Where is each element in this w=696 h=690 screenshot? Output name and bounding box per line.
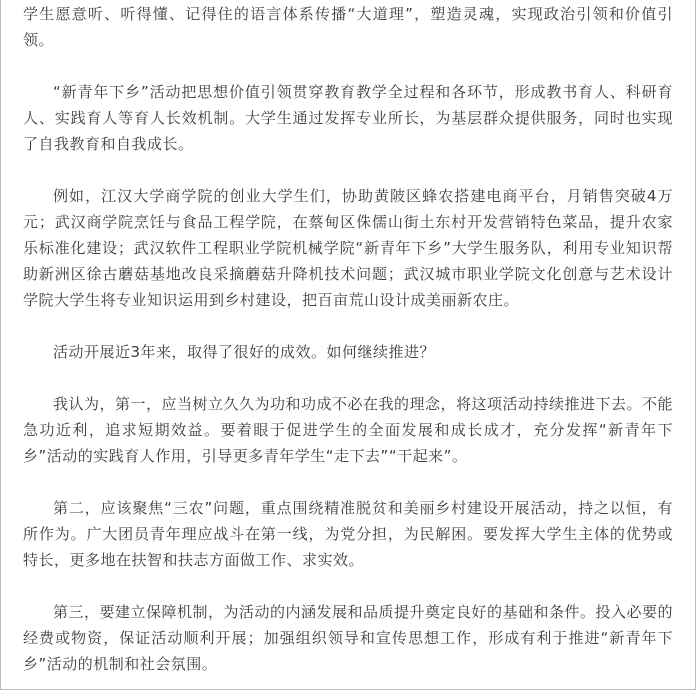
paragraph-2: “新青年下乡”活动把思想价值引领贯穿教育教学全过程和各环节，形成教书育人、科研育人、实践育人等育人长效机制。大学生通过发挥专业所长，为基层群众提供服务，同时也实现了自我教育和自我成长。	[23, 83, 673, 153]
paragraph-7: 第三，要建立保障机制，为活动的内涵发展和品质提升奠定良好的基础和条件。投入必要的经费或物资，保证活动顺利开展；加强组织领导和宣传思想工作，形成有利于推进“新青年下乡”活动的机制和社会氛围。	[23, 603, 674, 673]
paragraph-1: 学生愿意听、听得懂、记得住的语言体系传播“大道理”，塑造灵魂，实现政治引领和价值引领。	[23, 5, 673, 49]
paragraph-5: 我认为，第一，应当树立久久为功和功成不必在我的理念，将这项活动持续推进下去。不能急功近利，追求短期效益。要着眼于促进学生的全面发展和成长成才，充分发挥“新青年下乡”活动的实践育人作用，引导更多青年学生“走下去”“干起来”。	[23, 395, 674, 465]
paragraph-3: 例如，江汉大学商学院的创业大学生们，协助黄陂区蜂农搭建电商平台，月销售突破4万元；武汉商学院烹饪与食品工程学院，在蔡甸区侏儒山街土东村开发营销特色菜品，提升农家乐标准化建设；武汉软件工程职业学院机械学院“新青年下乡”大学生服务队，利用专业知识帮助新洲区徐古蘑菇基地改良采摘蘑菇升降机技术问题；武汉城市职业学院文化创意与艺术设计学院大学生将专业知识运用到乡村建设，把百亩荒山设计成美丽新农庄。	[23, 187, 673, 309]
paragraph-6: 第二，应该聚焦“三农”问题，重点围绕精准脱贫和美丽乡村建设开展活动，持之以恒，有所作为。广大团员青年理应战斗在第一线，为党分担，为民解困。要发挥大学生主体的优势或特长，更多地在扶智和扶志方面做工作、求实效。	[23, 499, 673, 569]
paragraph-4: 活动开展近3年来，取得了很好的成效。如何继续推进？	[53, 343, 436, 361]
article-body	[23, 0, 673, 690]
